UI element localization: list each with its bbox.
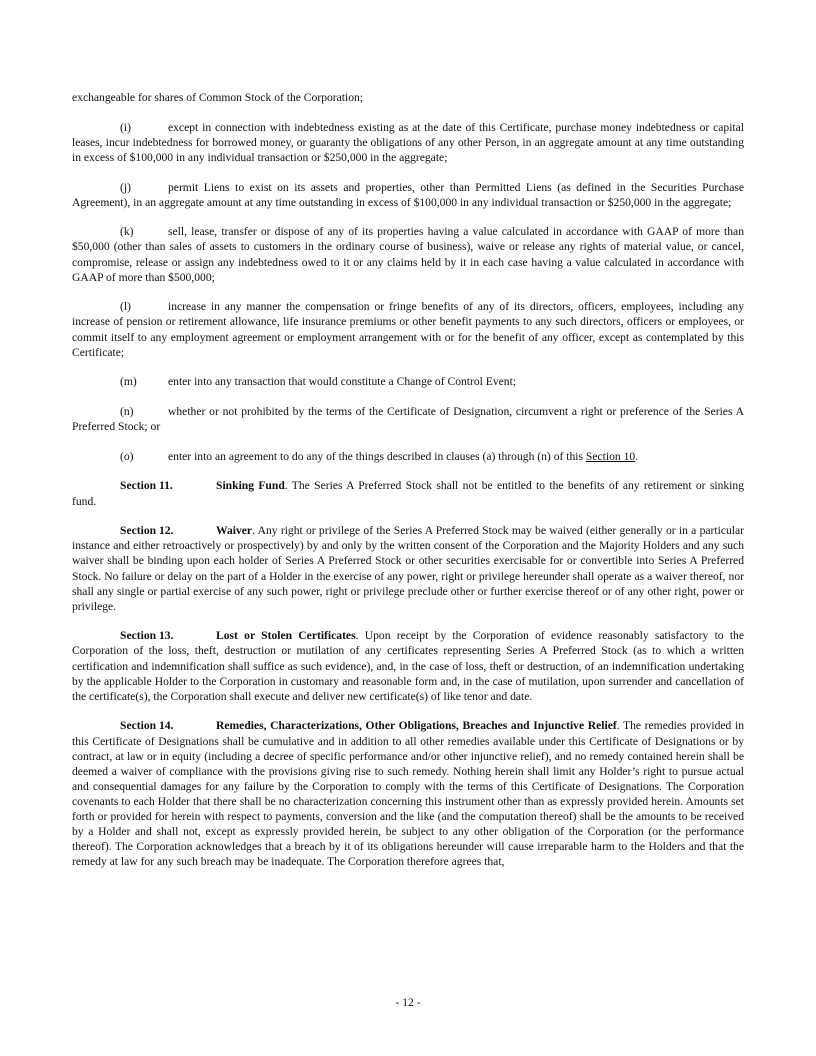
section-number: Section 13. xyxy=(120,629,174,643)
clause-label: (o) xyxy=(120,449,134,463)
clause-l xyxy=(72,299,744,359)
clause-n xyxy=(72,404,744,434)
clause-k xyxy=(72,224,744,284)
section-number: Section 12. xyxy=(120,524,174,538)
section-text: . Any right or privilege of the Series A Preferred Stock may be waived (either generally or in a particular instance and either retroactively or prospectively) by and only by the written consent of the Corporation and the Majority Holders and any such waiver shall be binding upon each holder of Series A Preferred Stock or other securities exercisable for or convertible into Series A Preferred Stock. No failure or delay on the part of a Holder in the exercise of any power, right or privilege hereunder shall operate as a waiver thereof, nor shall any single or partial exercise of any such power, right or privilege preclude other or further exercise thereof or of any other right, power or privilege. xyxy=(72,524,744,613)
clause-label: (j) xyxy=(120,180,131,194)
clause-j xyxy=(72,180,744,210)
section-heading: Sinking Fund xyxy=(216,479,285,493)
clause-label: (m) xyxy=(120,375,137,389)
section-13 xyxy=(72,628,744,703)
clause-text: increase in any manner the compensation or fringe benefits of any of its directors, officers, employees, including any increase of pension or retirement allowance, life insurance premiums or other benefit payments to any such directors, officers or employees, or commit itself to any employment agreement or employment arrangement with or for the benefit of any officer, except as contemplated by this Certificate; xyxy=(72,300,744,359)
document-page xyxy=(72,90,744,884)
page-number: - 12 - xyxy=(395,996,421,1009)
clause-label: (i) xyxy=(120,120,131,134)
clause-text: permit Liens to exist on its assets and properties, other than Permitted Liens (as defined in the Securities Purchase Agreement), in an aggregate amount at any time outstanding in excess of $100,000 in any individual transaction or $250,000 in the aggregate; xyxy=(72,180,744,209)
clause-text: enter into any transaction that would constitute a Change of Control Event; xyxy=(168,375,517,389)
section-text: . Upon receipt by the Corporation of evidence reasonably satisfactory to the Corporation of the loss, theft, destruction or mutilation of any certificates representing Series A Preferred Stock (as to which a written certification and indemnification shall suffice as such evidence), and, in the case of loss, theft or destruction, of an indemnification undertaking by the applicable Holder to the Corporation in customary and reasonable form and, in the case of mutilation, upon surrender and cancellation of the certificate(s), the Corporation shall execute and deliver new certificate(s) of like tenor and date. xyxy=(72,629,744,703)
clause-text: whether or not prohibited by the terms of the Certificate of Designation, circumvent a right or preference of the Series A Preferred Stock; or xyxy=(72,404,744,434)
section-heading: Lost or Stolen Certificates xyxy=(216,629,356,643)
section-12 xyxy=(72,523,744,614)
clause-text: except in connection with indebtedness existing as at the date of this Certificate, purchase money indebtedness or capital leases, incur indebtedness for borrowed money, or guaranty the obligations of any other Person, in an aggregate amount at any time outstanding in excess of $100,000 in any individual transaction or $250,000 in the aggregate; xyxy=(72,120,744,164)
section-heading: Waiver xyxy=(216,524,253,538)
section-text: . The remedies provided in this Certificate of Designations shall be cumulative and in addition to all other remedies available under this Certificate of Designations or by contract, at law or in equity (including a decree of specific performance and/or other injunctive relief), and no remedy contained herein shall be deemed a waiver of compliance with the provisions giving rise to such remedy. Nothing herein shall limit any Holder’s right to pursue actual and consequential damages for any failure by the Corporation to comply with the terms of this Certificate of Designations. The Corporation covenants to each Holder that there shall be no characterization concerning this instrument other than as expressly provided herein. Amounts set forth or provided for herein with respect to payments, conversion and the like (and the computation thereof) shall be the amounts to be received by a Holder and shall not, except as expressly provided herein, be subject to any other obligation of the Corporation (or the performance thereof). The Corporation acknowledges that a breach by it of its obligations hereunder will cause irreparable harm to the Holders and that the remedy at law for any such breach may be inadequate. The Corporation therefore agrees that, xyxy=(72,719,744,869)
continuation-text: exchangeable for shares of Common Stock of the Corporation; xyxy=(72,91,364,104)
clause-end: . xyxy=(635,449,639,463)
clause-m xyxy=(72,374,744,389)
clause-text: enter into an agreement to do any of the things described in clauses (a) through (n) of this xyxy=(168,449,586,463)
section-number: Section 14. xyxy=(120,719,174,733)
clause-text: sell, lease, transfer or dispose of any of its properties having a value calculated in accordance with GAAP of more than $50,000 (other than sales of assets to customers in the ordinary course of business), waive or release any rights of material value, or cancel, compromise, release or assign any indebtedness owed to it or any claims held by it in each case having a value calculated in accordance with GAAP of more than $500,000; xyxy=(72,225,744,284)
section-text: . The Series A Preferred Stock shall not be entitled to the benefits of any retirement or sinking fund. xyxy=(72,479,744,508)
clause-label: (k) xyxy=(120,225,134,239)
clause-i xyxy=(72,120,744,165)
clause-o xyxy=(72,449,744,464)
section-number: Section 11. xyxy=(120,479,173,493)
clause-label: (l) xyxy=(120,300,131,314)
section-14 xyxy=(72,718,744,869)
section-heading: Remedies, Characterizations, Other Obligations, Breaches and Injunctive Relief xyxy=(216,719,617,733)
clause-label: (n) xyxy=(120,404,134,418)
section-10-reference: Section 10 xyxy=(585,449,636,463)
section-11 xyxy=(72,478,744,508)
